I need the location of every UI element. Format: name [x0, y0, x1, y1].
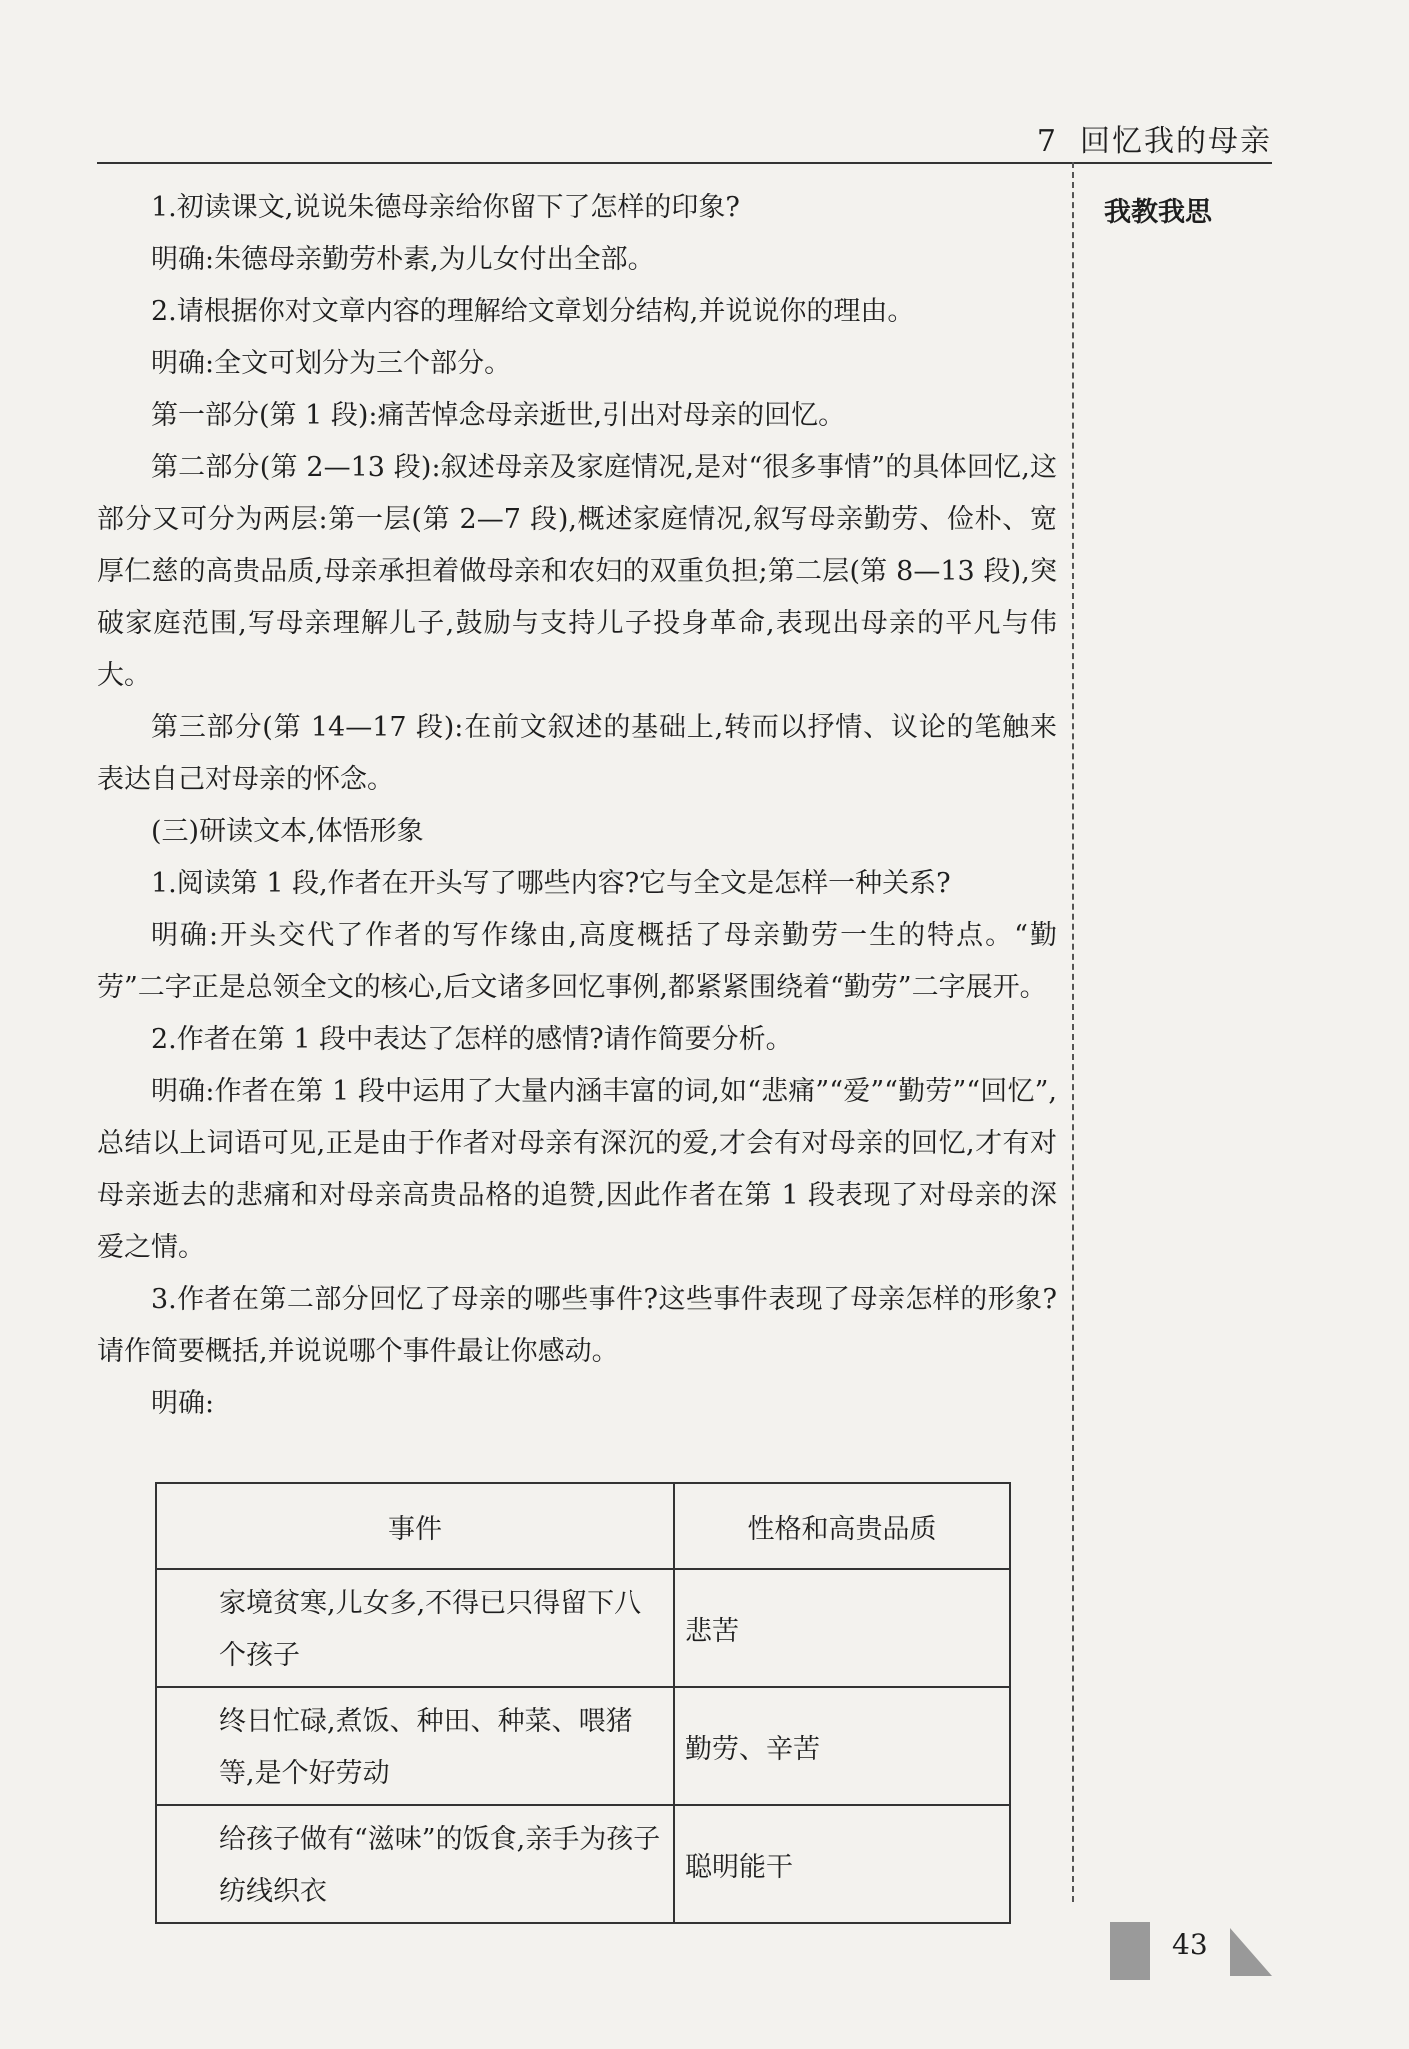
- main-text: [97, 182, 1057, 1430]
- paragraph: 第二部分(第 2—13 段):叙述母亲及家庭情况,是对“很多事情”的具体回忆,这部分又可分为两层:第一层(第 2—7 段),概述家庭情况,叙写母亲勤劳、俭朴、宽厚仁慈的高贵品质,母亲承担着做母亲和农妇的双重负担;第二层(第 8—13 段),突破家庭范围,写母亲理解儿子,鼓励与支持儿子投身革命,表现出母亲的平凡与伟大。: [97, 452, 1057, 691]
- paragraph: 明确:作者在第 1 段中运用了大量内涵丰富的词,如“悲痛”“爱”“勤劳”“回忆”,总结以上词语可见,正是由于作者对母亲有深沉的爱,才会有对母亲的回忆,才有对母亲逝去的悲痛和对母亲高贵品格的追赞,因此作者在第 1 段表现了对母亲的深爱之情。: [97, 1076, 1057, 1263]
- paragraph: 3.作者在第二部分回忆了母亲的哪些事件?这些事件表现了母亲怎样的形象?请作简要概括,并说说哪个事件最让你感动。: [97, 1284, 1057, 1367]
- paragraph: 1.阅读第 1 段,作者在开头写了哪些内容?它与全文是怎样一种关系?: [151, 868, 951, 899]
- paragraph: 第一部分(第 1 段):痛苦悼念母亲逝世,引出对母亲的回忆。: [151, 400, 846, 431]
- margin-notes-column: [1072, 162, 1274, 1902]
- table-row: [156, 1569, 1010, 1687]
- event-text: 家境贫寒,儿女多,不得已只得留下八个孩子: [219, 1588, 642, 1671]
- chapter-title: 回忆我的母亲: [1080, 124, 1272, 159]
- paragraph: 第三部分(第 14—17 段):在前文叙述的基础上,转而以抒情、议论的笔触来表达自己对母亲的怀念。: [97, 712, 1057, 795]
- quality-cell: 聪明能干: [674, 1805, 1010, 1923]
- quality-cell: 勤劳、辛苦: [674, 1687, 1010, 1805]
- footer-decoration-triangle: [1230, 1928, 1272, 1976]
- paragraph: 明确:开头交代了作者的写作缘由,高度概括了母亲勤劳一生的特点。“勤劳”二字正是总领全文的核心,后文诸多回忆事例,都紧紧围绕着“勤劳”二字展开。: [97, 920, 1057, 1003]
- event-text: 终日忙碌,煮饭、种田、种菜、喂猪等,是个好劳动: [219, 1706, 633, 1789]
- quality-cell: 悲苦: [674, 1569, 1010, 1687]
- chapter-heading: [1037, 116, 1272, 160]
- paragraph: 明确:全文可划分为三个部分。: [151, 348, 512, 379]
- event-cell: [156, 1569, 674, 1687]
- page-header: [97, 112, 1272, 164]
- paragraph: 明确:朱德母亲勤劳朴素,为儿女付出全部。: [151, 244, 655, 275]
- column-header-event: 事件: [156, 1483, 674, 1569]
- events-table: [155, 1482, 1011, 1924]
- column-header-quality: 性格和高贵品质: [674, 1483, 1010, 1569]
- paragraph: 2.请根据你对文章内容的理解给文章划分结构,并说说你的理由。: [151, 296, 915, 327]
- chapter-number: 7: [1036, 124, 1058, 159]
- event-cell: [156, 1687, 674, 1805]
- table-header-row: [156, 1483, 1010, 1569]
- events-table-container: [155, 1482, 1011, 1924]
- table-row: [156, 1687, 1010, 1805]
- footer-decoration-bar: [1110, 1922, 1150, 1980]
- page-number: 43: [1172, 1928, 1208, 1961]
- table-row: [156, 1805, 1010, 1923]
- paragraph: 1.初读课文,说说朱德母亲给你留下了怎样的印象?: [151, 192, 740, 223]
- paragraph: 2.作者在第 1 段中表达了怎样的感情?请作简要分析。: [151, 1024, 793, 1055]
- paragraph: 明确:: [151, 1388, 215, 1419]
- event-text: 给孩子做有“滋味”的饭食,亲手为孩子纺线织衣: [219, 1824, 661, 1907]
- event-cell: [156, 1805, 674, 1923]
- sidebar-title: 我教我思: [1104, 197, 1212, 228]
- section-heading: (三)研读文本,体悟形象: [151, 816, 424, 847]
